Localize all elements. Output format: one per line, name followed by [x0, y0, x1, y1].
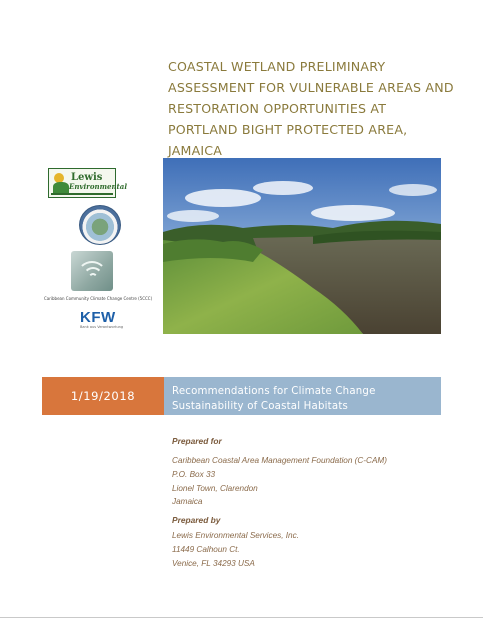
- prepared-for-line-3: Lionel Town, Clarendon: [172, 483, 258, 493]
- prepared-by-line-3: Venice, FL 34293 USA: [172, 558, 255, 568]
- prepared-for-line-2: P.O. Box 33: [172, 469, 216, 479]
- report-date: 1/19/2018: [70, 389, 136, 403]
- climate-centre-wave-logo: [71, 251, 113, 291]
- kfw-logo: [80, 309, 124, 332]
- recommendations-banner: [164, 377, 441, 415]
- title-line-3: RESTORATION OPPORTUNITIES AT: [168, 101, 387, 116]
- title-line-5: JAMAICA: [168, 143, 223, 158]
- report-title: [168, 56, 454, 161]
- lewis-logo-subtitle: Environmental: [69, 182, 127, 191]
- prepared-for-line-4: Jamaica: [172, 497, 203, 507]
- prepared-for-line-1: Caribbean Coastal Area Management Foundation (C-CAM): [172, 456, 387, 465]
- wetland-photo-illustration: [163, 158, 441, 334]
- kfw-subtext: Bank aus Verantwortung: [80, 325, 124, 329]
- prepared-for-heading: Prepared for: [172, 436, 222, 446]
- wetland-photo: [163, 158, 441, 334]
- climate-centre-caption: Caribbean Community Climate Change Centre (5CCC): [44, 296, 153, 301]
- kfw-wordmark: KFW: [80, 309, 116, 326]
- prepared-by-address: [172, 529, 299, 570]
- lewis-logo-name: Lewis: [71, 172, 103, 183]
- page-bottom-divider: [0, 617, 483, 618]
- title-line-2: ASSESSMENT FOR VULNERABLE AREAS AND: [168, 80, 454, 95]
- prepared-by-line-2: 11449 Calhoun Ct.: [172, 544, 240, 554]
- c-cam-seal-logo: [79, 205, 121, 245]
- date-banner: [42, 377, 164, 415]
- prepared-for-address: [172, 454, 387, 509]
- prepared-by-heading: Prepared by: [172, 515, 221, 525]
- recommendations-line-2: Sustainability of Coastal Habitats: [172, 401, 349, 412]
- prepared-by-line-1: Lewis Environmental Services, Inc.: [172, 531, 299, 540]
- lewis-environmental-logo: [48, 168, 127, 198]
- lewis-logo-underline: [51, 193, 113, 195]
- title-line-1: COASTAL WETLAND PRELIMINARY: [168, 59, 386, 74]
- title-line-4: PORTLAND BIGHT PROTECTED AREA,: [168, 122, 408, 137]
- recommendations-line-1: Recommendations for Climate Change: [172, 386, 376, 397]
